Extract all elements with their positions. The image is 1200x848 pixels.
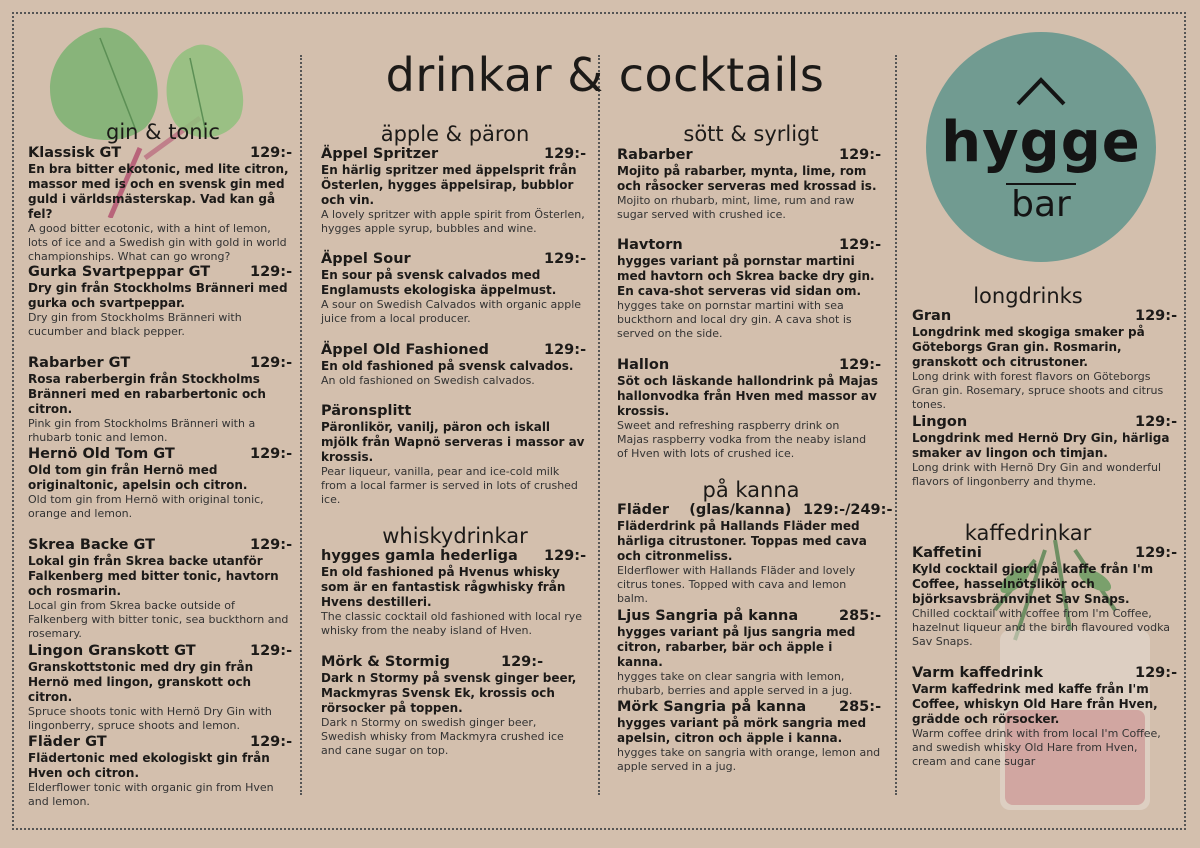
menu-item xyxy=(28,446,293,521)
column-divider xyxy=(598,55,600,795)
item-description-en: Dry gin from Stockholms Bränneri with cucumber and black pepper. xyxy=(28,311,242,338)
menu-item xyxy=(321,548,585,638)
section-heading-whisky: whiskydrinkar xyxy=(382,524,528,548)
hygge-bar-logo xyxy=(926,32,1156,262)
item-description-en: Pink gin from Stockholms Bränneri with a rhubarb tonic and lemon. xyxy=(28,417,256,444)
item-name: Mörk Sangria på kanna xyxy=(617,699,807,715)
item-name: Gurka Svartpeppar GT xyxy=(28,264,211,280)
item-description-sv: Dark n Stormy på svensk ginger beer, Mackmyras Svensk Ek, krossis och rörsocker på toppen. xyxy=(321,671,577,715)
menu-item xyxy=(28,537,293,641)
item-price: 129:- xyxy=(839,357,882,373)
item-price: 285:- xyxy=(839,699,882,715)
roof-icon xyxy=(1014,76,1068,106)
item-description-en: Chilled cocktail with coffee from I'm Coffee, hazelnut liqueur and the birch flavoured vodka Sav Snaps. xyxy=(912,607,1171,648)
item-description-en: Local gin from Skrea backe outside of Falkenberg with bitter tonic, sea buckthorn and rosemary. xyxy=(28,599,289,640)
item-price: 129:- xyxy=(250,264,293,280)
item-description-sv: En bra bitter ekotonic, med lite citron, massor med is och en svensk gin med guld i världsmästerskap. Vad kan gå fel? xyxy=(28,162,289,221)
item-price: 129:- xyxy=(250,734,293,750)
item-description-sv: Kyld cocktail gjord på kaffe från I'm Coffee, hasselnötslikör och björksavsbrännvinet Sav Snaps. xyxy=(912,562,1154,606)
item-name: Lingon xyxy=(912,414,968,430)
item-name-text: Fläder xyxy=(617,502,670,518)
item-description-sv: En old fashioned på svensk calvados. xyxy=(321,359,574,373)
item-price: 129:- xyxy=(1135,414,1178,430)
item-description-en: Spruce shoots tonic with Hernö Dry Gin with lingonberry, spruce shoots and lemon. xyxy=(28,705,272,732)
item-price: 129:- xyxy=(250,643,293,659)
item-description-en: Elderflower tonic with organic gin from Hven and lemon. xyxy=(28,781,274,808)
item-description-en: Long drink with Hernö Dry Gin and wonderful flavors of lingonberry and thyme. xyxy=(912,461,1162,488)
menu-item xyxy=(321,403,585,507)
logo-sub: bar xyxy=(1011,184,1071,225)
item-name: Varm kaffedrink xyxy=(912,665,1043,681)
item-description-sv: Granskottstonic med dry gin från Hernö med lingon, granskott och citron. xyxy=(28,660,254,704)
item-name: Ljus Sangria på kanna xyxy=(617,608,799,624)
item-description-en: A lovely spritzer with apple spirit from Österlen, hygges apple syrup, bubbles and wine. xyxy=(321,208,585,235)
item-description-en: Long drink with forest flavors on Göteborgs Gran gin. Rosemary, spruce shoots and citrus tones. xyxy=(912,370,1164,411)
menu-item xyxy=(617,357,895,461)
item-description-en: Old tom gin from Hernö with original tonic, orange and lemon. xyxy=(28,493,264,520)
section-heading-apple-pear: äpple & päron xyxy=(380,122,530,146)
item-price: 129:- xyxy=(839,147,882,163)
item-description-sv: Dry gin från Stockholms Bränneri med gurka och svartpeppar. xyxy=(28,281,288,310)
menu-item xyxy=(321,146,585,236)
item-name: Lingon Granskott GT xyxy=(28,643,196,659)
menu-item xyxy=(28,734,293,809)
column-divider xyxy=(300,55,302,795)
item-price: 129:- xyxy=(544,251,587,267)
section-heading-gin-tonic: gin & tonic xyxy=(106,120,220,144)
item-description-en: hygges take on sangria with orange, lemon and apple served in a jug. xyxy=(617,746,881,773)
item-description-en: hygges take on clear sangria with lemon, rhubarb, berries and apple served in a jug. xyxy=(617,670,853,697)
item-name: Päronsplitt xyxy=(321,403,412,419)
item-price: 129:- xyxy=(1135,308,1178,324)
item-price: 129:- xyxy=(839,237,882,253)
item-description-sv: Fläderdrink på Hallands Fläder med härliga citrustoner. Toppas med cava och citronmeliss. xyxy=(617,519,867,563)
item-price: 129:- xyxy=(501,654,544,670)
menu-item xyxy=(912,414,1178,489)
item-description-en: Pear liqueur, vanilla, pear and ice-cold milk from a local farmer is served in lots of crushed ice. xyxy=(321,465,578,506)
menu-title: drinkar & cocktails xyxy=(385,48,825,102)
section-heading-longdrinks: longdrinks xyxy=(973,284,1083,308)
item-price: 129:- xyxy=(544,146,587,162)
item-name: Rabarber xyxy=(617,147,693,163)
item-name: Kaffetini xyxy=(912,545,982,561)
menu-item xyxy=(28,355,293,445)
item-price: 129:- xyxy=(1135,545,1178,561)
item-description-en: A good bitter ecotonic, with a hint of lemon, lots of ice and a Swedish gin with gold in world championships. What can go wrong? xyxy=(28,222,287,263)
menu-item xyxy=(617,502,893,606)
item-name: Rabarber GT xyxy=(28,355,131,371)
item-name: Mörk & Stormig xyxy=(321,654,450,670)
item-description-sv: Old tom gin från Hernö med originaltonic, apelsin och citron. xyxy=(28,463,248,492)
menu-item xyxy=(321,251,585,326)
menu-item xyxy=(28,145,293,264)
column-divider xyxy=(895,55,897,795)
item-description-sv: hygges variant på ljus sangria med citron, rabarber, bär och äpple i kanna. xyxy=(617,625,856,669)
item-description-en: Mojito on rhubarb, mint, lime, rum and raw sugar served with crushed ice. xyxy=(617,194,855,221)
item-name: hygges gamla hederliga xyxy=(321,548,518,564)
item-description-sv: Mojito på rabarber, mynta, lime, rom och råsocker serveras med krossad is. xyxy=(617,164,877,193)
item-description-sv: hygges variant på pornstar martini med havtorn och Skrea backe dry gin. En cava-shot serveras vid sidan om. xyxy=(617,254,875,298)
item-description-sv: Flädertonic med ekologiskt gin från Hven och citron. xyxy=(28,751,270,780)
item-description-en: Warm coffee drink with from local I'm Coffee, and swedish whisky Old Hare from Hven, cream and cane sugar xyxy=(912,727,1161,768)
item-description-en: Elderflower with Hallands Fläder and lovely citrus tones. Topped with cava and lemon balm. xyxy=(617,564,856,605)
item-description-sv: Lokal gin från Skrea backe utanför Falkenberg med bitter tonic, havtorn och rosmarin. xyxy=(28,554,279,598)
item-description-sv: En old fashioned på Hvenus whisky som är en fantastisk rågwhisky från Hvens destilleri. xyxy=(321,565,566,609)
item-description-en: Dark n Stormy on swedish ginger beer, Swedish whisky from Mackmyra crushed ice and cane sugar on top. xyxy=(321,716,564,757)
item-description-sv: Longdrink med Hernö Dry Gin, härliga smaker av lingon och timjan. xyxy=(912,431,1170,460)
item-description-sv: Päronlikör, vanilj, päron och iskall mjölk från Wapnö serveras i massor av krossis. xyxy=(321,420,585,464)
item-price: 129:- xyxy=(544,548,587,564)
item-price: 129:-/249:- xyxy=(803,502,893,518)
menu-item xyxy=(617,608,882,698)
item-name: Klassisk GT xyxy=(28,145,122,161)
item-description-en: A sour on Swedish Calvados with organic apple juice from a local producer. xyxy=(321,298,582,325)
item-name: Skrea Backe GT xyxy=(28,537,156,553)
menu-item xyxy=(912,545,1178,649)
item-description-en: An old fashioned on Swedish calvados. xyxy=(321,374,535,387)
menu-item xyxy=(617,147,882,222)
item-description-sv: En sour på svensk calvados med Englamusts ekologiska äppelmust. xyxy=(321,268,557,297)
section-heading-sweet-sour: sött & syrligt xyxy=(683,122,819,146)
item-name: Havtorn xyxy=(617,237,683,253)
menu-item xyxy=(617,237,882,341)
section-heading-coffee: kaffedrinkar xyxy=(964,521,1092,545)
item-description-sv: Longdrink med skogiga smaker på Göteborgs Gran gin. Rosmarin, granskott och citrustoner. xyxy=(912,325,1145,369)
item-name: Äppel Sour xyxy=(321,251,411,267)
item-name: Fläder GT xyxy=(28,734,107,750)
item-name: Hallon xyxy=(617,357,670,373)
menu-item xyxy=(321,342,585,388)
item-description-en: hygges take on pornstar martini with sea buckthorn and local dry gin. A cava shot is served on the side. xyxy=(617,299,852,340)
item-description-sv: Varm kaffedrink med kaffe från I'm Coffee, whiskyn Old Hare från Hven, grädde och rörsocker. xyxy=(912,682,1158,726)
section-heading-jug: på kanna xyxy=(702,478,800,502)
menu-item xyxy=(28,264,293,339)
item-description-sv: En härlig spritzer med äppelsprit från Österlen, hygges äppelsirap, bubblor och vin. xyxy=(321,163,577,207)
item-description-sv: hygges variant på mörk sangria med apelsin, citron och äpple i kanna. xyxy=(617,716,867,745)
item-price: 129:- xyxy=(250,355,293,371)
item-name: Äppel Old Fashioned xyxy=(321,342,489,358)
menu-item xyxy=(321,654,585,758)
menu-item xyxy=(912,308,1178,412)
item-description-en: Sweet and refreshing raspberry drink on Majas raspberry vodka from the neaby island of Hven with lots of crushed ice. xyxy=(617,419,867,460)
menu-item xyxy=(617,699,882,774)
menu-item xyxy=(28,643,293,733)
item-name: Hernö Old Tom GT xyxy=(28,446,175,462)
item-price: 129:- xyxy=(250,446,293,462)
item-price: 129:- xyxy=(250,537,293,553)
item-description-en: The classic cocktail old fashioned with local rye whisky from the neaby island of Hven. xyxy=(321,610,583,637)
logo-word: hygge xyxy=(941,110,1141,175)
item-price: 285:- xyxy=(839,608,882,624)
menu-item xyxy=(912,665,1178,769)
item-name: Äppel Spritzer xyxy=(321,146,439,162)
item-price: 129:- xyxy=(250,145,293,161)
item-description-sv: Söt och läskande hallondrink på Majas hallonvodka från Hven med massor av krossis. xyxy=(617,374,878,418)
item-price: 129:- xyxy=(544,342,587,358)
item-name: Gran xyxy=(912,308,952,324)
item-description-sv: Rosa raberbergin från Stockholms Bränneri med en rabarbertonic och citron. xyxy=(28,372,266,416)
item-size-note: (glas/kanna) xyxy=(689,502,792,518)
item-price: 129:- xyxy=(1135,665,1178,681)
